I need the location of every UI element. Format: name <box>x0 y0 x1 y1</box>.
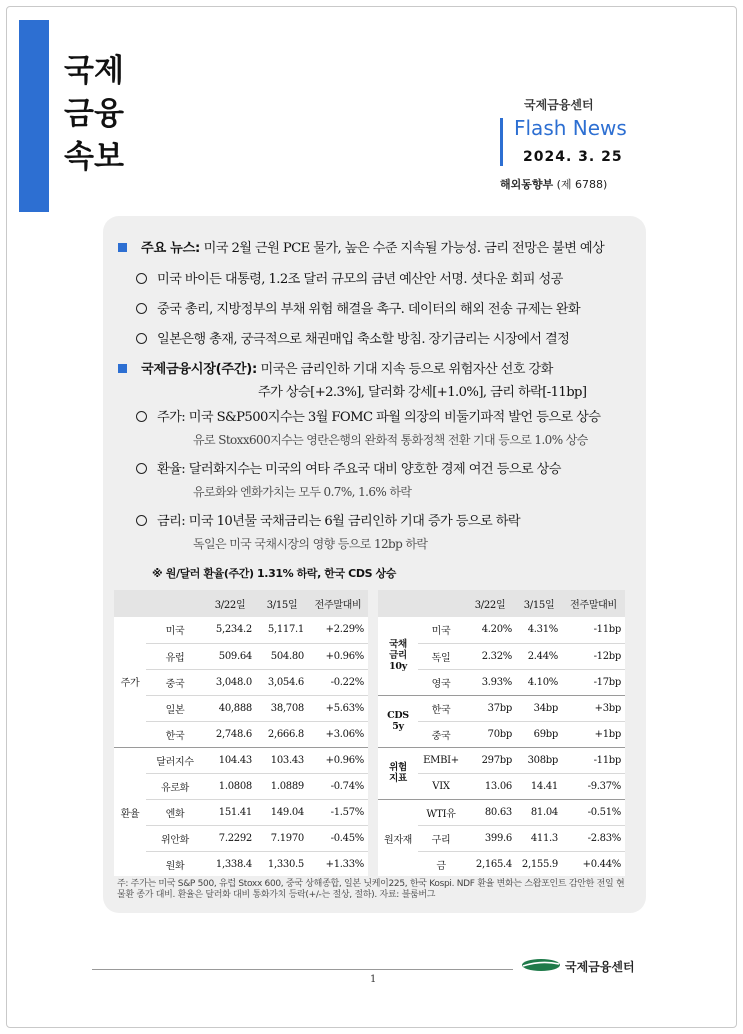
circle-bullet-icon <box>136 273 147 284</box>
column-header: 전주말대비 <box>562 590 625 617</box>
header-divider <box>500 118 503 166</box>
row-label: 한국 <box>418 695 464 721</box>
table-cell: 103.43 <box>256 747 308 773</box>
market-item-sub: 유로화와 엔화가치는 모두 0.7%, 1.6% 하락 <box>193 485 412 499</box>
circle-bullet-icon <box>136 303 147 314</box>
row-label: VIX <box>418 773 464 799</box>
table-cell: 2.32% <box>464 643 516 669</box>
circle-bullet-icon <box>136 463 147 474</box>
table-cell: 297bp <box>464 747 516 773</box>
table-cell: 2.44% <box>516 643 562 669</box>
table-cell: 7.2292 <box>204 825 256 851</box>
market-item-label: 주가: <box>157 410 186 425</box>
table-cell: 70bp <box>464 721 516 747</box>
table-cell: 1.0889 <box>256 773 308 799</box>
table-cell: +0.96% <box>308 747 368 773</box>
table-cell: -2.83% <box>562 825 625 851</box>
table-cell: +0.44% <box>582 858 621 870</box>
market-item-rates <box>136 510 520 529</box>
left-market-table <box>114 590 368 877</box>
news-item-text: 미국 바이든 대통령, 1.2조 달러 규모의 금년 예산안 서명. 셧다운 회피 성공 <box>157 272 563 287</box>
table-footnote: 주: 주가는 미국 S&P 500, 유럽 Stoxx 600, 중국 상해종합, 일본 닛케이225, 한국 Kospi. NDF 환율 변화는 스왑포인트 감안한 전일 현물환 종가 대비. 환율은 달러화 대비 통화가치 등락(+/-는 절상, 절하). 자료: 블룸버그 <box>117 879 625 900</box>
table-cell: 151.41 <box>204 799 256 825</box>
table-cell: 80.63 <box>464 799 516 825</box>
table-cell: 4.20% <box>464 617 516 643</box>
title-line: 국제 <box>64 53 124 89</box>
table-cell: -17bp <box>562 669 625 695</box>
table-cell: -1.57% <box>308 799 368 825</box>
table-cell: 81.04 <box>516 799 562 825</box>
table-cell: +5.63% <box>308 695 368 721</box>
table-row <box>114 747 368 773</box>
table-cell: -9.37% <box>562 773 625 799</box>
footer-divider <box>92 969 513 970</box>
market-item-sub: 독일은 미국 국채시장의 영향 등으로 12bp 하락 <box>193 537 428 551</box>
table-row <box>378 799 625 825</box>
circle-bullet-icon <box>136 411 147 422</box>
row-label: 한국 <box>146 721 204 747</box>
table-cell: +3bp <box>562 695 625 721</box>
table-row <box>114 851 368 877</box>
table-header-row <box>378 590 625 617</box>
row-label: 중국 <box>146 669 204 695</box>
news-item <box>136 298 580 317</box>
table-row <box>114 825 368 851</box>
table-cell: -11bp <box>562 747 625 773</box>
market-item-text: 달러화지수는 미국의 여타 주요국 대비 양호한 경제 여건 등으로 상승 <box>188 462 561 477</box>
table-cell: -0.74% <box>308 773 368 799</box>
table-cell: -0.51% <box>562 799 625 825</box>
table-row <box>114 617 368 643</box>
market-line <box>118 358 553 377</box>
square-bullet-icon <box>118 364 127 373</box>
table-row <box>378 695 625 721</box>
table-cell: 13.06 <box>464 773 516 799</box>
row-label: 구리 <box>418 825 464 851</box>
table-cell: 2,748.6 <box>204 721 256 747</box>
group-label: 국채 금리 10y <box>378 617 418 695</box>
table-cell: 37bp <box>464 695 516 721</box>
table-cell: 1.0808 <box>204 773 256 799</box>
table-row <box>114 643 368 669</box>
main-news-label: 주요 뉴스: <box>141 241 201 256</box>
table-cell: 2,666.8 <box>256 721 308 747</box>
dept-name: 해외동향부 <box>500 178 554 191</box>
column-header <box>114 590 146 617</box>
group-label: 원자재 <box>383 834 413 846</box>
footer-org: 국제금융센터 <box>565 960 635 974</box>
table-cell: 1,338.4 <box>215 858 252 870</box>
market-summary: 주가 상승[+2.3%], 달러화 강세[+1.0%], 금리 하락[-11bp] <box>258 385 587 400</box>
column-header: 3/15일 <box>256 590 308 617</box>
market-item-text: 미국 10년물 국채금리는 6월 금리인하 기대 증가 등으로 하락 <box>188 514 521 529</box>
table-cell: 34bp <box>516 695 562 721</box>
row-label: 원화 <box>165 860 185 872</box>
issue-date: 2024. 3. 25 <box>523 149 623 165</box>
table-row <box>114 669 368 695</box>
header-org: 국제금융센터 <box>524 98 594 112</box>
table-cell: +1.33% <box>325 858 364 870</box>
table-cell: 3,054.6 <box>256 669 308 695</box>
table-cell: +2.29% <box>308 617 368 643</box>
table-cell: -0.22% <box>308 669 368 695</box>
table-cell: 2,165.4 <box>475 858 512 870</box>
market-item-label: 금리: <box>157 514 186 529</box>
table-cell: 399.6 <box>464 825 516 851</box>
row-label: 달러지수 <box>146 747 204 773</box>
title-line: 금융 <box>64 96 124 132</box>
group-label: 환율 <box>120 808 140 820</box>
news-item <box>136 328 569 347</box>
title-accent-bar <box>19 20 49 212</box>
table-cell: 40,888 <box>204 695 256 721</box>
market-item-label: 환율: <box>157 462 186 477</box>
globe-logo-icon <box>521 958 561 972</box>
market-item-stocks <box>136 406 600 425</box>
table-cell: 509.64 <box>204 643 256 669</box>
row-label: 엔화 <box>146 799 204 825</box>
table-cell: 38,708 <box>256 695 308 721</box>
circle-bullet-icon <box>136 515 147 526</box>
news-item <box>136 268 563 287</box>
main-news-line <box>118 237 604 256</box>
column-header <box>146 590 204 617</box>
table-row <box>378 617 625 643</box>
table-cell: +1bp <box>562 721 625 747</box>
news-item-text: 일본은행 총재, 궁극적으로 채권매입 축소할 방침. 장기금리는 시장에서 결정 <box>157 332 570 347</box>
table-cell: 69bp <box>516 721 562 747</box>
table-row <box>114 695 368 721</box>
column-header: 3/22일 <box>464 590 516 617</box>
table-cell: 4.10% <box>516 669 562 695</box>
table-cell: -0.45% <box>308 825 368 851</box>
table-cell: 2,155.9 <box>521 858 558 870</box>
title-line: 속보 <box>64 139 124 175</box>
table-cell: +0.96% <box>308 643 368 669</box>
row-label: 영국 <box>418 669 464 695</box>
group-label: 주가 <box>114 617 146 747</box>
column-header: 3/15일 <box>516 590 562 617</box>
news-item-text: 중국 총리, 지방정부의 부채 위험 해결을 촉구. 데이터의 해외 전송 규제는 완화 <box>157 302 581 317</box>
table-cell: -11bp <box>562 617 625 643</box>
main-news-text: 미국 2월 근원 PCE 물가, 높은 수준 지속될 가능성. 금리 전망은 불변 예상 <box>203 241 605 256</box>
table-column-separator <box>368 590 378 876</box>
row-label: 독일 <box>418 643 464 669</box>
row-label: 미국 <box>146 617 204 643</box>
table-cell: 4.31% <box>516 617 562 643</box>
table-cell: 411.3 <box>516 825 562 851</box>
row-label: 중국 <box>418 721 464 747</box>
group-label: 위험 지표 <box>378 747 418 799</box>
market-label: 국제금융시장(주간): <box>141 362 257 377</box>
market-item-sub: 유로 Stoxx600지수는 영란은행의 완화적 통화정책 전환 기대 등으로 1.0% 상승 <box>193 433 588 447</box>
table-cell: 3,048.0 <box>204 669 256 695</box>
issue-number: (제 6788) <box>556 178 608 191</box>
table-caption: ※ 원/달러 환율(주간) 1.31% 하락, 한국 CDS 상승 <box>152 567 396 580</box>
table-header-row <box>114 590 368 617</box>
column-header <box>378 590 418 617</box>
row-label: 일본 <box>146 695 204 721</box>
row-label: 위안화 <box>146 825 204 851</box>
table-cell: 5,234.2 <box>204 617 256 643</box>
table-cell: 5,117.1 <box>256 617 308 643</box>
row-label: EMBI+ <box>418 747 464 773</box>
table-row <box>114 773 368 799</box>
table-row <box>114 721 368 747</box>
column-header: 3/22일 <box>204 590 256 617</box>
page-number: 1 <box>370 974 377 985</box>
table-cell: 1,330.5 <box>267 858 304 870</box>
table-cell: 149.04 <box>256 799 308 825</box>
table-cell: 14.41 <box>516 773 562 799</box>
group-label: CDS 5y <box>378 695 418 747</box>
flash-news-label: Flash News <box>514 116 627 140</box>
table-cell: 7.1970 <box>256 825 308 851</box>
right-market-table <box>378 590 625 877</box>
row-label: 유럽 <box>146 643 204 669</box>
row-label: 금 <box>436 860 446 872</box>
table-cell: 104.43 <box>204 747 256 773</box>
market-item-fx <box>136 458 561 477</box>
table-cell: +3.06% <box>308 721 368 747</box>
row-label: 미국 <box>418 617 464 643</box>
table-cell: 308bp <box>516 747 562 773</box>
row-label: 유로화 <box>146 773 204 799</box>
market-text: 미국은 금리인하 기대 지속 등으로 위험자산 선호 강화 <box>260 362 553 377</box>
table-row <box>378 747 625 773</box>
page-title <box>64 50 124 179</box>
row-label: WTI유 <box>418 799 464 825</box>
column-header <box>418 590 464 617</box>
table-cell: -12bp <box>562 643 625 669</box>
square-bullet-icon <box>118 243 127 252</box>
column-header: 전주말대비 <box>308 590 368 617</box>
market-item-text: 미국 S&P500지수는 3월 FOMC 파월 의장의 비둘기파적 발언 등으로 상승 <box>188 410 601 425</box>
table-cell: 504.80 <box>256 643 308 669</box>
table-cell: 3.93% <box>464 669 516 695</box>
table-row <box>114 799 368 825</box>
circle-bullet-icon <box>136 333 147 344</box>
issue-dept <box>500 176 607 192</box>
